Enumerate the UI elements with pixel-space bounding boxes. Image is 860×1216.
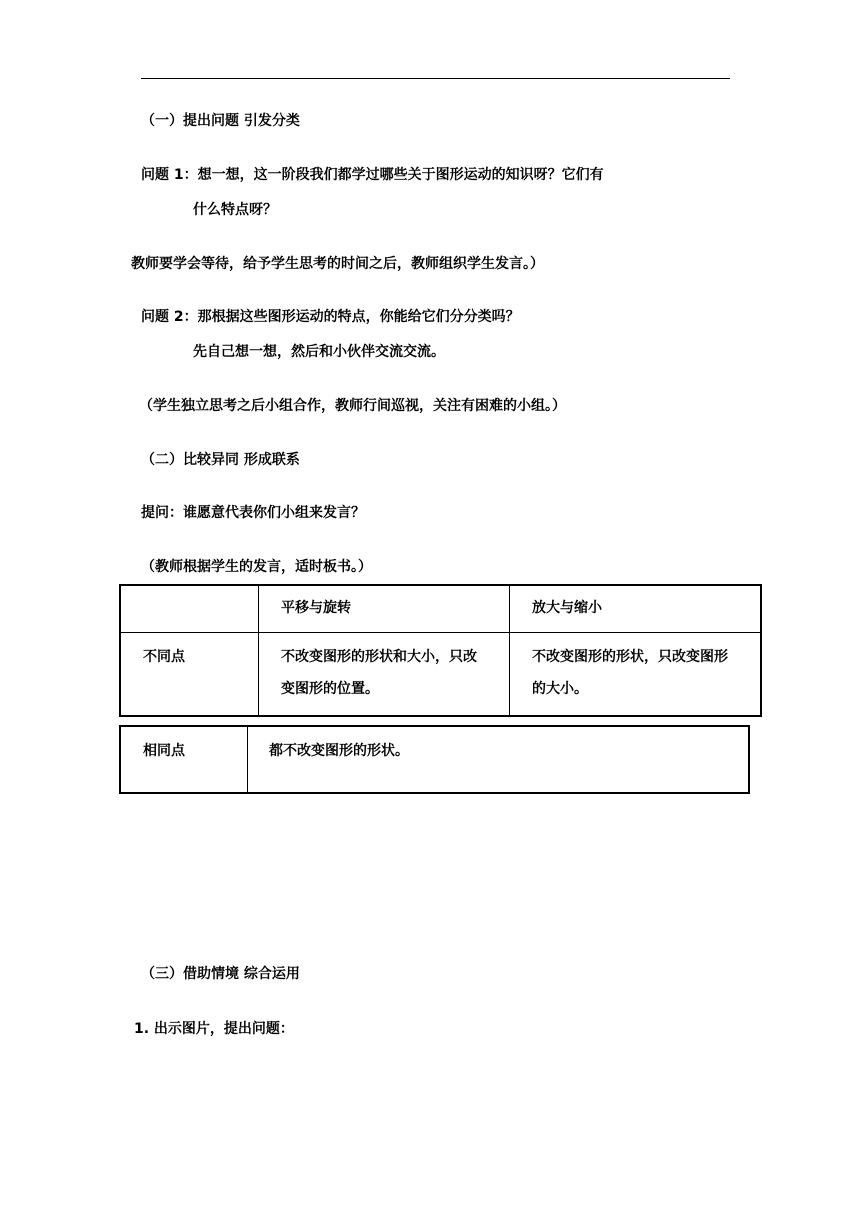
section3-heading: （三）借助情境 综合运用 (141, 966, 300, 982)
table-header-empty (120, 585, 259, 633)
table-row (120, 633, 761, 717)
cell-text-line: 不改变图形的形状和大小，只改 (281, 649, 477, 665)
header-translation-rotation: 平移与旋转 (281, 600, 351, 616)
table-cell (248, 726, 750, 793)
section2-question: 提问：谁愿意代表你们小组来发言？ (141, 505, 365, 521)
table-row (120, 726, 749, 793)
question1-line1: 问题 1：想一想，这一阶段我们都学过哪些关于图形运动的知识呀？它们有 (141, 167, 604, 183)
section1-heading: （一）提出问题 引发分类 (141, 113, 300, 129)
teacher-note-2: （学生独立思考之后小组合作，教师行间巡视，关注有困难的小组。） (139, 398, 566, 414)
cell-similarity-value: 都不改变图形的形状。 (269, 743, 409, 759)
section2-note: （教师根据学生的发言，适时板书。） (141, 559, 372, 575)
table-row (120, 585, 761, 633)
header-rule (141, 78, 730, 79)
cell-enlarge-shrink (510, 633, 760, 705)
comparison-table (119, 584, 762, 717)
teacher-note-1: 教师要学会等待，给予学生思考的时间之后，教师组织学生发言。） (131, 256, 544, 272)
similarity-table (119, 725, 750, 794)
cell-text-line: 不改变图形的形状，只改变图形 (532, 649, 728, 665)
table-header-cell (259, 585, 510, 633)
question2-line1: 问题 2：那根据这些图形运动的特点，你能给它们分分类吗？ (141, 309, 520, 325)
question1-line2: 什么特点呀？ (193, 202, 277, 218)
row-label-similarities: 相同点 (143, 743, 185, 759)
table-cell (510, 633, 762, 717)
row-label-differences: 不同点 (143, 649, 185, 665)
table-cell (120, 726, 248, 793)
cell-text-line: 变图形的位置。 (281, 681, 379, 697)
table-cell (259, 633, 510, 717)
table-cell (120, 633, 259, 717)
cell-translation-rotation (259, 633, 509, 705)
header-enlarge-shrink: 放大与缩小 (532, 600, 602, 616)
table-header-cell (510, 585, 762, 633)
section2-heading: （二）比较异同 形成联系 (141, 452, 300, 468)
question2-line2: 先自己想一想，然后和小伙伴交流交流。 (193, 344, 445, 360)
section3-item1: 1. 出示图片，提出问题： (134, 1021, 294, 1037)
cell-text-line: 的大小。 (532, 681, 588, 697)
